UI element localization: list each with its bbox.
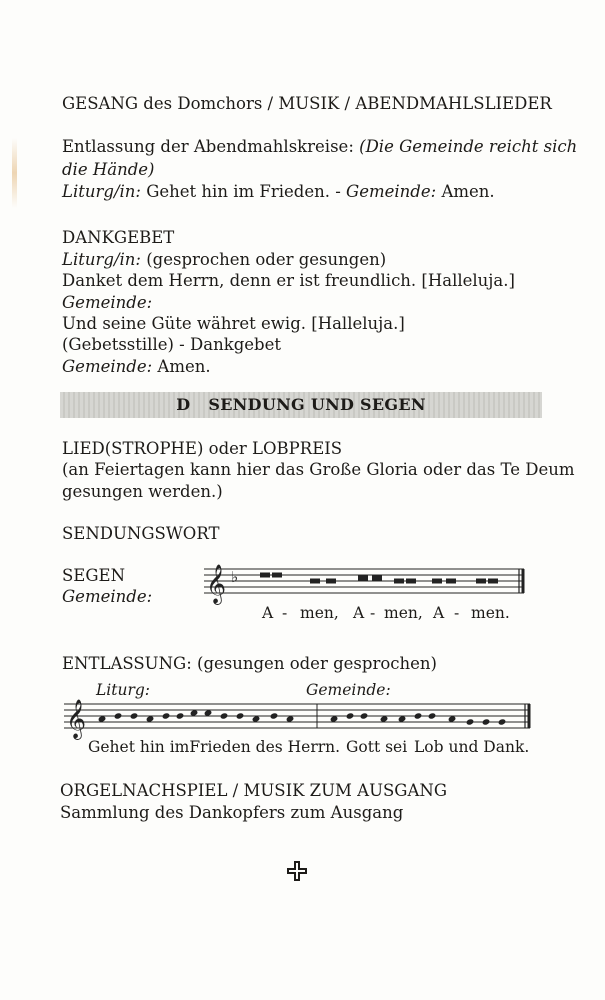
dankgebet-gemeinde-text: Amen. (157, 357, 211, 376)
note-head (372, 576, 382, 581)
entlassung-kreise-line (62, 136, 577, 158)
entlassung-lyric-gemeinde-1: Gott sei (346, 738, 408, 756)
segen-lyric-8: - (454, 604, 460, 622)
page-edge-stain (12, 138, 17, 208)
orgel-line-1: ORGELNACHSPIEL / MUSIK ZUM AUSGANG (60, 781, 448, 800)
note-head (310, 579, 320, 584)
note-head (394, 579, 404, 584)
liturg-text: Gehet hin im Frieden. - (146, 182, 341, 201)
dankgebet-line-2: Danket dem Herrn, denn er ist freundlich. [Halleluja.] (62, 271, 515, 290)
note-head (130, 712, 139, 719)
segen-heading: SEGEN (62, 566, 126, 585)
note-head (346, 712, 355, 719)
note-head (476, 579, 486, 584)
note-head (498, 718, 507, 725)
entlassung-lyric-gemeinde-2: Lob und Dank. (414, 738, 530, 756)
liturg-role: Liturg/in: (62, 182, 141, 201)
orgel-line-2: Sammlung des Dankopfers zum Ausgang (60, 803, 404, 822)
note-head (406, 579, 416, 584)
note-head (482, 718, 491, 725)
gemeinde-text: Amen. (441, 182, 495, 201)
cross-icon (286, 860, 308, 882)
note-head (414, 712, 423, 719)
dankgebet-gemeinde-role: Gemeinde: (62, 357, 153, 376)
note-head (220, 712, 229, 719)
treble-clef-icon: 𝄞 (206, 564, 227, 604)
sendungswort-heading: SENDUNGSWORT (62, 524, 220, 543)
note-head (260, 573, 270, 578)
note-head (360, 712, 369, 719)
dankgebet-liturg-text: (gesprochen oder gesungen) (146, 250, 387, 269)
section-header (60, 395, 542, 414)
note-head (466, 718, 475, 725)
liturg-line (62, 181, 495, 203)
dankgebet-line-6 (62, 356, 211, 378)
entlassung-heading: ENTLASSUNG: (gesungen oder gesprochen) (62, 654, 437, 673)
section-header-band (60, 392, 542, 418)
dankgebet-line-3: Gemeinde: (62, 293, 153, 312)
segen-lyric-3: men, (300, 604, 339, 622)
dankgebet-line-4: Und seine Güte währet ewig. [Halleluja.] (62, 314, 405, 333)
dankgebet-line-1 (62, 249, 386, 271)
dankgebet-liturg-role: Liturg/in: (62, 250, 141, 269)
section-letter: D (176, 395, 191, 414)
note-head (270, 712, 279, 719)
lied-line-2: gesungen werden.) (62, 482, 223, 501)
lied-heading: LIED(STROPHE) oder LOBPREIS (62, 439, 343, 458)
gemeinde-label: Gemeinde: (306, 681, 391, 699)
segen-lyric-1: A (262, 604, 274, 622)
segen-staff (200, 565, 530, 605)
note-head (428, 712, 437, 719)
liturg-label: Liturg: (96, 681, 151, 699)
entlassung-kreise-note: (Die Gemeinde reicht sich (359, 137, 578, 156)
note-head (114, 712, 123, 719)
note-head (446, 579, 456, 584)
segen-lyric-5: - (370, 604, 376, 622)
gesang-line: GESANG des Domchors / MUSIK / ABENDMAHLSLIEDER (62, 94, 552, 113)
segen-lyric-7: A (433, 604, 445, 622)
segen-lyric-2: - (282, 604, 288, 622)
dankgebet-heading: DANKGEBET (62, 228, 175, 247)
treble-clef-icon: 𝄞 (66, 699, 87, 739)
entlassung-lyric-liturg: Gehet hin imFrieden des Herrn. (88, 738, 341, 756)
segen-gemeinde-role: Gemeinde: (62, 587, 153, 606)
entlassung-kreise-text: Entlassung der Abendmahlskreise: (62, 137, 354, 156)
flat-sign-icon: ♭ (231, 568, 239, 586)
note-head (176, 712, 185, 719)
note-head (488, 579, 498, 584)
entlassung-staff (62, 700, 534, 740)
gemeinde-role: Gemeinde: (346, 182, 437, 201)
segen-lyric-9: men. (471, 604, 510, 622)
segen-lyric-6: men, (384, 604, 423, 622)
segen-lyric-4: A (353, 604, 365, 622)
note-head (358, 576, 368, 581)
section-title: SENDUNG UND SEGEN (208, 395, 426, 414)
note-head (162, 712, 171, 719)
note-head (236, 712, 245, 719)
note-head (326, 579, 336, 584)
note-head (272, 573, 282, 578)
entlassung-kreise-note-cont: die Hände) (62, 160, 155, 179)
dankgebet-line-5: (Gebetsstille) - Dankgebet (62, 335, 281, 354)
lied-line-1: (an Feiertagen kann hier das Große Gloria oder das Te Deum (62, 460, 575, 479)
note-head (432, 579, 442, 584)
